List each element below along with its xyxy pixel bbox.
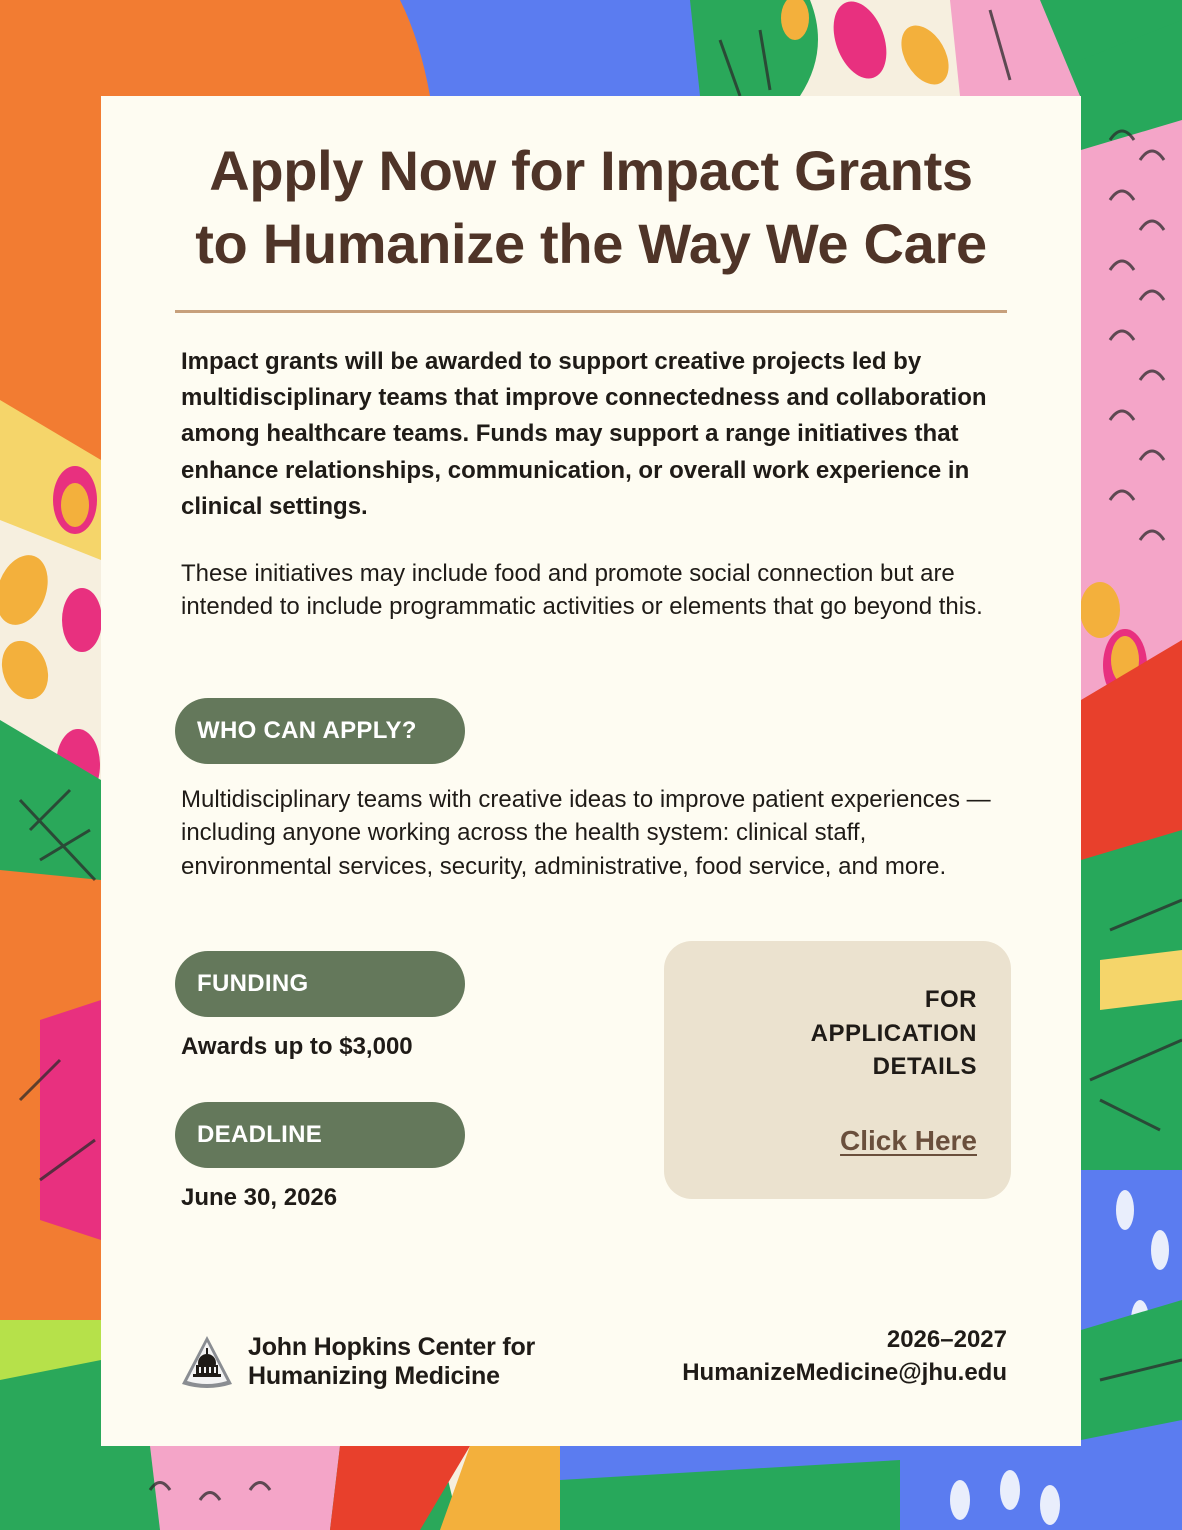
- application-heading-line-3: DETAILS: [872, 1053, 977, 1080]
- funding-label: FUNDING: [175, 951, 465, 1017]
- title-line-2: to Humanize the Way We Care: [195, 212, 987, 275]
- page-title: [101, 134, 1081, 280]
- title-divider: [175, 310, 1007, 313]
- dome-shield-logo-icon: [179, 1334, 235, 1390]
- funding-value: Awards up to $3,000: [181, 1033, 413, 1060]
- organization-name: [248, 1333, 535, 1391]
- who-can-apply-text: Multidisciplinary teams with creative ideas to improve patient experiences — including anyone working across the health system: clinical staff, environmental services, security, administrative, food service, and more.: [181, 786, 991, 880]
- intro-paragraph: Impact grants will be awarded to support creative projects led by multidisciplinary teams that improve connectedness and collaboration among healthcare teams. Funds may support a range initiatives that enhance relationships, communication, or overall work experience in clinical settings.: [181, 348, 987, 520]
- application-heading-line-1: FOR: [924, 986, 977, 1013]
- title-line-1: Apply Now for Impact Grants: [209, 139, 973, 202]
- deadline-value: June 30, 2026: [181, 1184, 338, 1211]
- organization-name-line-2: Humanizing Medicine: [248, 1362, 500, 1390]
- application-details-box: [664, 941, 1011, 1199]
- organization-name-line-1: John Hopkins Center for: [248, 1333, 536, 1361]
- who-can-apply-label: WHO CAN APPLY?: [175, 698, 465, 764]
- deadline-label: DEADLINE: [175, 1102, 465, 1168]
- initiatives-paragraph: These initiatives may include food and promote social connection but are intended to include programmatic activities or elements that go beyond this.: [181, 560, 983, 621]
- application-heading-line-2: APPLICATION: [810, 1019, 977, 1047]
- program-years: 2026–2027: [886, 1326, 1007, 1353]
- application-details-heading: [811, 983, 977, 1084]
- footer-contact: [682, 1323, 1007, 1389]
- click-here-link[interactable]: Click Here: [840, 1125, 977, 1156]
- contact-email: HumanizeMedicine@jhu.edu: [682, 1359, 1007, 1386]
- grant-flyer-card: [101, 96, 1081, 1446]
